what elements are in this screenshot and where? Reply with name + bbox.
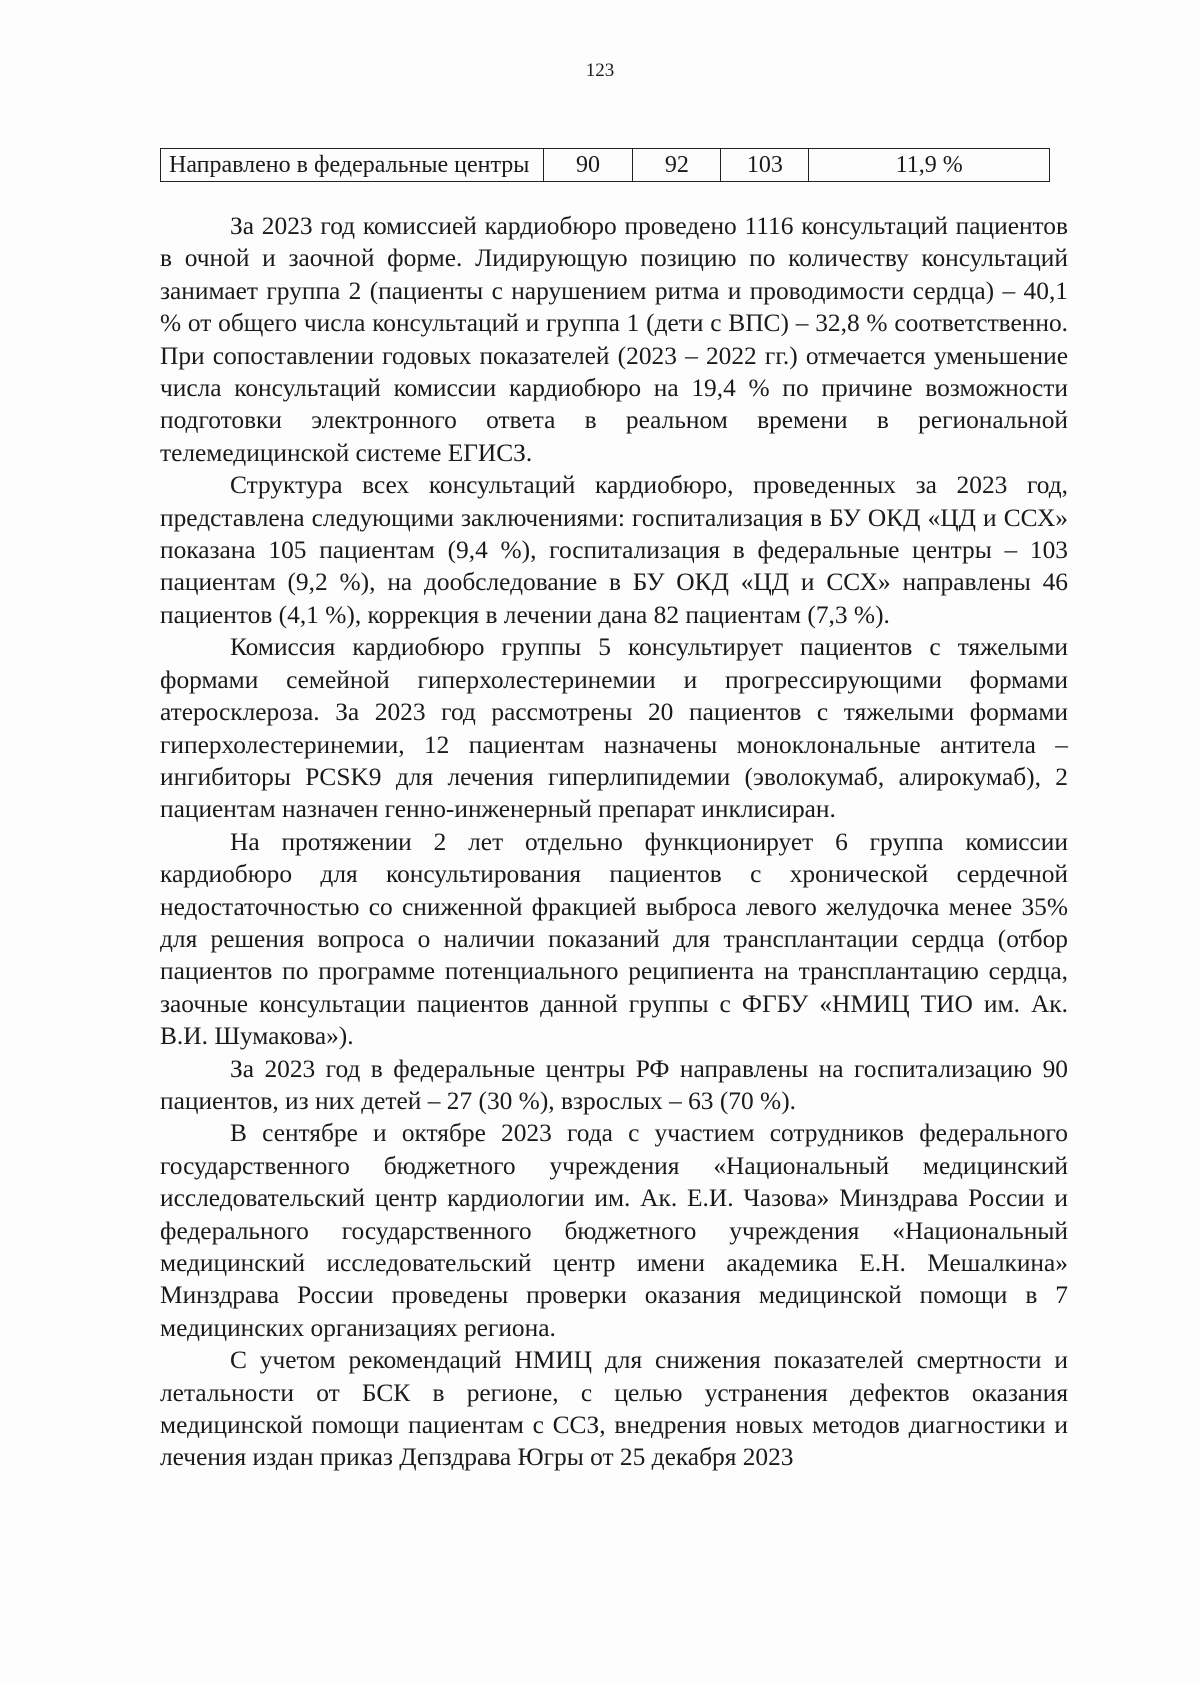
- paragraph: За 2023 год комиссией кардиобюро проведено 1116 консультаций пациентов в очной и заочной форме. Лидирующую позицию по количеству консультаций занимает группа 2 (пациенты с нарушением ритма и проводимости сердца) – 40,1 % от общего числа консультаций и группа 1 (дети с ВПС) – 32,8 % соответственно. При сопоставлении годовых показателей (2023 – 2022 гг.) отмечается уменьшение числа консультаций комиссии кардиобюро на 19,4 % по причине возможности подготовки электронного ответа в реальном времени в региональной телемедицинской системе ЕГИСЗ.: [160, 212, 1068, 467]
- change-cell: 11,9 %: [809, 149, 1050, 182]
- value-cell: 103: [721, 149, 809, 182]
- stats-table: [160, 148, 1050, 182]
- body-text: [160, 210, 1068, 1474]
- table-row: [161, 149, 1050, 182]
- paragraph: Структура всех консультаций кардиобюро, проведенных за 2023 год, представлена следующими заключениями: госпитализация в БУ ОКД «ЦД и ССХ» показана 105 пациентам (9,4 %), госпитализация в федеральные центры – 103 пациентам (9,2 %), на дообследование в БУ ОКД «ЦД и ССХ» направлены 46 пациентов (4,1 %), коррекция в лечении дана 82 пациентам (7,3 %).: [160, 471, 1068, 629]
- page-number: 123: [585, 60, 615, 81]
- paragraph: С учетом рекомендаций НМИЦ для снижения показателей смертности и летальности от БСК в регионе, с целью устранения дефектов оказания медицинской помощи пациентам с ССЗ, внедрения новых методов диагностики и лечения издан приказ Депздрава Югры от 25 декабря 2023: [160, 1346, 1068, 1472]
- paragraph: Комиссия кардиобюро группы 5 консультирует пациентов с тяжелыми формами семейной гиперхолестеринемии и прогрессирующими формами атеросклероза. За 2023 год рассмотрены 20 пациентов с тяжелыми формами гиперхолестеринемии, 12 пациентам назначены моноклональные антитела – ингибиторы PCSK9 для лечения гиперлипидемии (эволокумаб, алирокумаб), 2 пациентам назначен генно-инженерный препарат инклисиран.: [160, 633, 1068, 824]
- value-cell: 92: [633, 149, 721, 182]
- value-cell: 90: [543, 149, 633, 182]
- row-label: Направлено в федеральные центры: [161, 149, 544, 182]
- paragraph: В сентябре и октябре 2023 года с участием сотрудников федерального государственного бюджетного учреждения «Национальный медицинский исследовательский центр кардиологии им. Ак. Е.И. Чазова» Минздрава России и федерального государственного бюджетного учреждения «Национальный медицинский исследовательский центр имени академика Е.Н. Мешалкина» Минздрава России проведены проверки оказания медицинской помощи в 7 медицинских организациях региона.: [160, 1119, 1068, 1342]
- paragraph: На протяжении 2 лет отдельно функционирует 6 группа комиссии кардиобюро для консультирования пациентов с хронической сердечной недостаточностью со сниженной фракцией выброса левого желудочка менее 35% для решения вопроса о наличии показаний для трансплантации сердца (отбор пациентов по программе потенциального реципиента на трансплантацию сердца, заочные консультации пациентов данной группы с ФГБУ «НМИЦ ТИО им. Ак. В.И. Шумакова»).: [160, 827, 1068, 1051]
- paragraph: За 2023 год в федеральные центры РФ направлены на госпитализацию 90 пациентов, из них детей – 27 (30 %), взрослых – 63 (70 %).: [160, 1054, 1068, 1115]
